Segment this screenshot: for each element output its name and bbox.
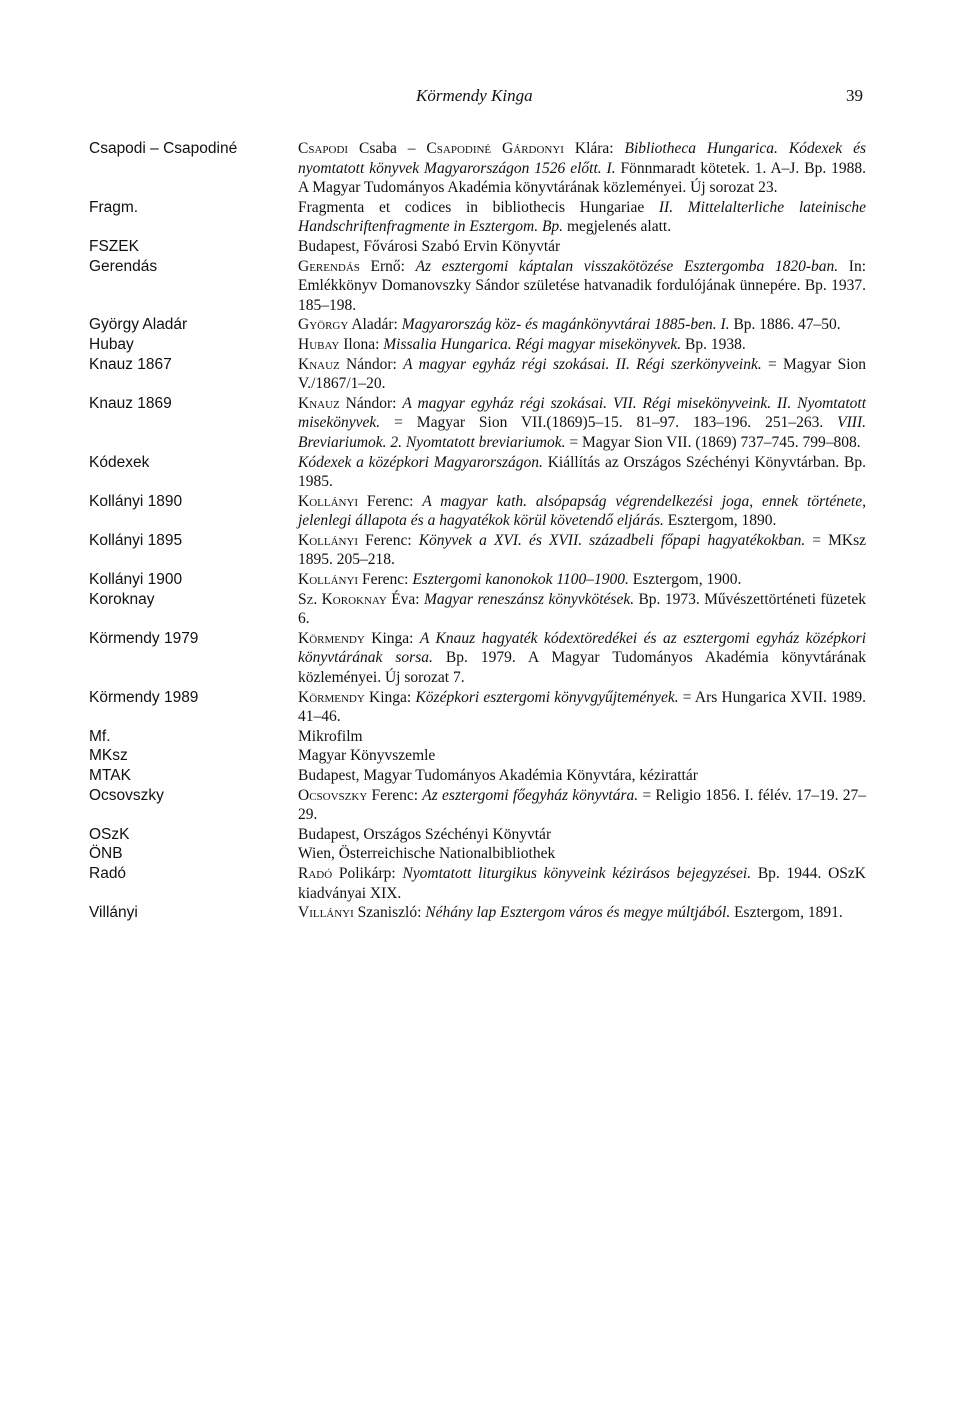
citation-segment: Kollányi	[298, 492, 359, 510]
citation-segment: Ferenc:	[358, 531, 419, 549]
citation-segment: Ernő:	[359, 257, 416, 275]
citation-segment: Magyar Könyvszemle	[298, 747, 436, 765]
entry-citation	[298, 198, 866, 237]
citation-segment: Esztergomi kanonokok 1100–1900.	[412, 571, 629, 589]
citation-segment: Mikrofilm	[298, 727, 363, 745]
citation-segment: = Ars Hungarica XVII. 1989. 41–46.	[298, 688, 866, 726]
citation-segment: Esztergom, 1900.	[628, 571, 742, 589]
citation-segment: Fragmenta et codices in bibliothecis Hungariae	[298, 198, 659, 216]
citation-segment: Bp. 1979. A Magyar Tudományos Akadémia könyvtárának közleményei. Új sorozat 7.	[298, 649, 866, 687]
entry-citation	[298, 844, 866, 864]
entry-abbreviation: Hubay	[89, 335, 134, 353]
citation-segment: Villányi	[298, 904, 354, 922]
citation-segment: Bp. 1886. 47–50.	[729, 316, 841, 334]
entry-abbreviation: Kollányi 1900	[89, 571, 183, 589]
entry-citation	[298, 531, 866, 570]
entry-abbreviation: OSzK	[89, 825, 130, 843]
citation-segment: A Knauz hagyaték kódextöredékei és az esztergomi egyház középkori könyvtárának sorsa.	[298, 629, 867, 667]
citation-segment: A magyar egyház régi szokásai. II. Régi szerkönyveink.	[403, 355, 762, 373]
citation-segment: Éva:	[386, 590, 424, 608]
citation-segment: Középkori esztergomi könyvgyűjtemények.	[415, 688, 679, 706]
citation-segment: Kollányi	[298, 531, 359, 549]
citation-segment: Ferenc:	[358, 571, 413, 589]
bibliography-entry	[0, 746, 960, 766]
citation-segment: A magyar egyház régi szokásai. VII. Régi misekönyveink. II. Nyomtatott misekönyvek.	[298, 394, 867, 432]
citation-segment: Kollányi	[298, 571, 359, 589]
citation-segment: Gerendás	[298, 257, 360, 275]
citation-segment: Polikárp:	[332, 864, 403, 882]
bibliography-entry	[0, 825, 960, 845]
citation-segment: In: Emlékkönyv Domanovszky Sándor születése hatvanadik fordulójának ünnepére. Bp. 1937. 185–198.	[298, 257, 867, 314]
page-number: 39	[846, 86, 863, 105]
citation-segment: Esztergom, 1891.	[730, 904, 843, 922]
citation-segment: Bp. 1938.	[681, 335, 746, 353]
entry-citation	[298, 727, 866, 747]
citation-segment: Missalia Hungarica. Régi magyar misekönyvek.	[383, 335, 682, 353]
entry-citation	[298, 786, 866, 825]
bibliography-entry	[0, 844, 960, 864]
citation-segment: Klára:	[563, 140, 625, 157]
bibliography-entry	[0, 237, 960, 257]
citation-segment: Csapodiné Gárdonyi	[426, 140, 564, 157]
citation-segment: Kiállítás az Országos Széchényi Könyvtárban. Bp. 1985.	[298, 453, 866, 491]
entry-citation	[298, 335, 866, 355]
entry-abbreviation: Csapodi – Csapodiné	[89, 140, 238, 157]
citation-segment: Csaba –	[348, 140, 427, 157]
citation-segment: Nándor:	[339, 394, 403, 412]
citation-segment: Ocsovszky	[298, 786, 368, 804]
bibliography-entry	[0, 629, 960, 688]
bibliography-entry	[0, 315, 960, 335]
entry-abbreviation: Kollányi 1895	[89, 531, 183, 549]
bibliography-entry	[0, 786, 960, 825]
entry-abbreviation: Körmendy 1989	[89, 688, 199, 706]
entry-citation	[298, 394, 866, 453]
citation-segment: Esztergom, 1890.	[663, 512, 777, 530]
citation-segment: Hubay	[298, 335, 340, 353]
citation-segment: Ilona:	[339, 335, 384, 353]
citation-segment: Knauz	[298, 394, 340, 412]
citation-segment: Bibliotheca Hungarica. Kódexek és nyomtatott könyvek Magyarországon 1526 előtt. I.	[298, 140, 866, 177]
citation-segment: Kinga:	[364, 688, 416, 706]
bibliography-entry	[0, 394, 960, 453]
bibliography-entry	[0, 570, 960, 590]
citation-segment: Magyar reneszánsz könyvkötések.	[424, 590, 635, 608]
entry-abbreviation: Knauz 1869	[89, 394, 172, 412]
citation-segment: Könyvek a XVI. és XVII. századbeli főpapi hagyatékokban.	[418, 531, 806, 549]
entry-abbreviation: Fragm.	[89, 198, 139, 216]
bibliography-entry	[0, 903, 960, 923]
citation-segment: Budapest, Fővárosi Szabó Ervin Könyvtár	[298, 237, 561, 255]
citation-segment: Körmendy	[298, 629, 365, 647]
citation-segment: Bp. 1973. Művészettörténeti füzetek 6.	[298, 590, 866, 628]
citation-segment: Bp. 1944. OSzK kiadványai XIX.	[298, 864, 866, 902]
bibliography-entry	[0, 531, 960, 570]
bibliography-entry	[0, 864, 960, 903]
citation-segment: Knauz	[298, 355, 340, 373]
citation-segment: Wien, Österreichische Nationalbibliothek	[298, 845, 556, 863]
entry-citation	[298, 590, 866, 629]
entry-citation	[298, 570, 866, 590]
citation-segment: Radó	[298, 864, 333, 882]
entry-citation	[298, 315, 866, 335]
citation-segment: Budapest, Országos Széchényi Könyvtár	[298, 825, 552, 843]
citation-segment: Az esztergomi főegyház könyvtára.	[422, 786, 639, 804]
entry-abbreviation: MTAK	[89, 767, 131, 784]
citation-segment: = Magyar Sion VII.(1869)5–15. 81–97. 183–196. 251–263.	[380, 414, 838, 432]
citation-segment: Budapest, Magyar Tudományos Akadémia Könyvtára, kézirattár	[298, 767, 698, 784]
citation-segment: VIII. Breviariumok. 2. Nyomtatott breviariumok.	[298, 414, 866, 451]
citation-segment: Az esztergomi káptalan visszakötözése Esztergomba 1820-ban.	[415, 257, 839, 275]
entry-citation	[298, 453, 866, 492]
entry-citation	[298, 864, 866, 903]
running-head	[0, 86, 960, 110]
entry-abbreviation: MKsz	[89, 747, 128, 765]
entry-abbreviation: György Aladár	[89, 316, 188, 334]
bibliography-entry	[0, 355, 960, 394]
bibliography-entry	[0, 590, 960, 629]
bibliography-entry	[0, 335, 960, 355]
citation-segment: Nándor:	[339, 355, 404, 373]
entry-abbreviation: Knauz 1867	[89, 355, 172, 373]
bibliography-entry	[0, 727, 960, 747]
entry-abbreviation: ÖNB	[89, 845, 123, 863]
citation-segment: Magyarország köz- és magánkönyvtárai 1885-ben. I.	[401, 316, 730, 334]
citation-segment: = MKsz 1895. 205–218.	[298, 531, 866, 569]
citation-segment: megjelenés alatt.	[563, 218, 672, 236]
entry-abbreviation: Kollányi 1890	[89, 492, 183, 510]
entry-citation	[298, 629, 866, 688]
entry-abbreviation: Kódexek	[89, 453, 150, 471]
citation-segment: = Magyar Sion VII. (1869) 737–745. 799–808.	[565, 433, 861, 451]
citation-segment: = Religio 1856. I. félév. 17–19. 27–29.	[298, 786, 866, 824]
citation-segment: Kinga:	[364, 629, 420, 647]
bibliography-entry	[0, 453, 960, 492]
citation-segment: Ferenc:	[367, 786, 423, 804]
entry-abbreviation: Gerendás	[89, 257, 158, 275]
bibliography-entry	[0, 688, 960, 727]
bibliography-entry	[0, 198, 960, 237]
entry-citation	[298, 492, 866, 531]
entry-abbreviation: Ocsovszky	[89, 786, 164, 804]
citation-segment: Ferenc:	[358, 492, 423, 510]
entry-citation	[298, 825, 866, 845]
entry-abbreviation: Körmendy 1979	[89, 629, 199, 647]
citation-segment: Nyomtatott liturgikus könyveink kézirásos bejegyzései.	[402, 864, 752, 882]
citation-segment: A magyar kath. alsópapság végrendelkezési joga, ennek története, jelenlegi állapota és a hagyatékok körül követendő eljárás.	[298, 492, 866, 530]
citation-segment: Körmendy	[298, 688, 365, 706]
citation-segment: Aladár:	[348, 316, 402, 334]
citation-segment: Szaniszló:	[353, 904, 426, 922]
citation-segment: György	[298, 316, 349, 334]
citation-segment: Sz. Koroknay	[298, 590, 387, 608]
citation-segment: Kódexek a középkori Magyarországon.	[298, 453, 543, 471]
citation-segment: Csapodi	[298, 140, 349, 157]
entry-citation	[298, 746, 866, 766]
entry-citation	[298, 355, 866, 394]
entry-citation	[298, 139, 866, 198]
bibliography-entry	[0, 257, 960, 316]
entry-citation	[298, 257, 866, 316]
entry-abbreviation: FSZEK	[89, 237, 139, 255]
bibliography-entry	[0, 766, 960, 786]
entry-abbreviation: Villányi	[89, 904, 138, 922]
entry-abbreviation: Mf.	[89, 727, 111, 745]
entry-citation	[298, 903, 866, 923]
citation-segment: Néhány lap Esztergom város és megye múltjából.	[425, 904, 731, 922]
entry-citation	[298, 237, 866, 257]
citation-segment: II. Mittelalterliche lateinische Handschriftenfragmente in Esztergom. Bp.	[298, 198, 866, 236]
bibliography-entry	[0, 139, 960, 198]
citation-segment: = Magyar Sion V./1867/1–20.	[298, 355, 866, 393]
entry-abbreviation: Koroknay	[89, 590, 155, 608]
bibliography-list	[0, 139, 960, 923]
running-head-author: Körmendy Kinga	[416, 86, 533, 105]
entry-citation	[298, 688, 866, 727]
entry-abbreviation: Radó	[89, 864, 127, 882]
citation-segment: Fönnmaradt kötetek. 1. A–J. Bp. 1988. A Magyar Tudományos Akadémia könyvtárának közleményei. Új sorozat 23.	[298, 159, 866, 197]
entry-citation	[298, 766, 866, 786]
bibliography-entry	[0, 492, 960, 531]
